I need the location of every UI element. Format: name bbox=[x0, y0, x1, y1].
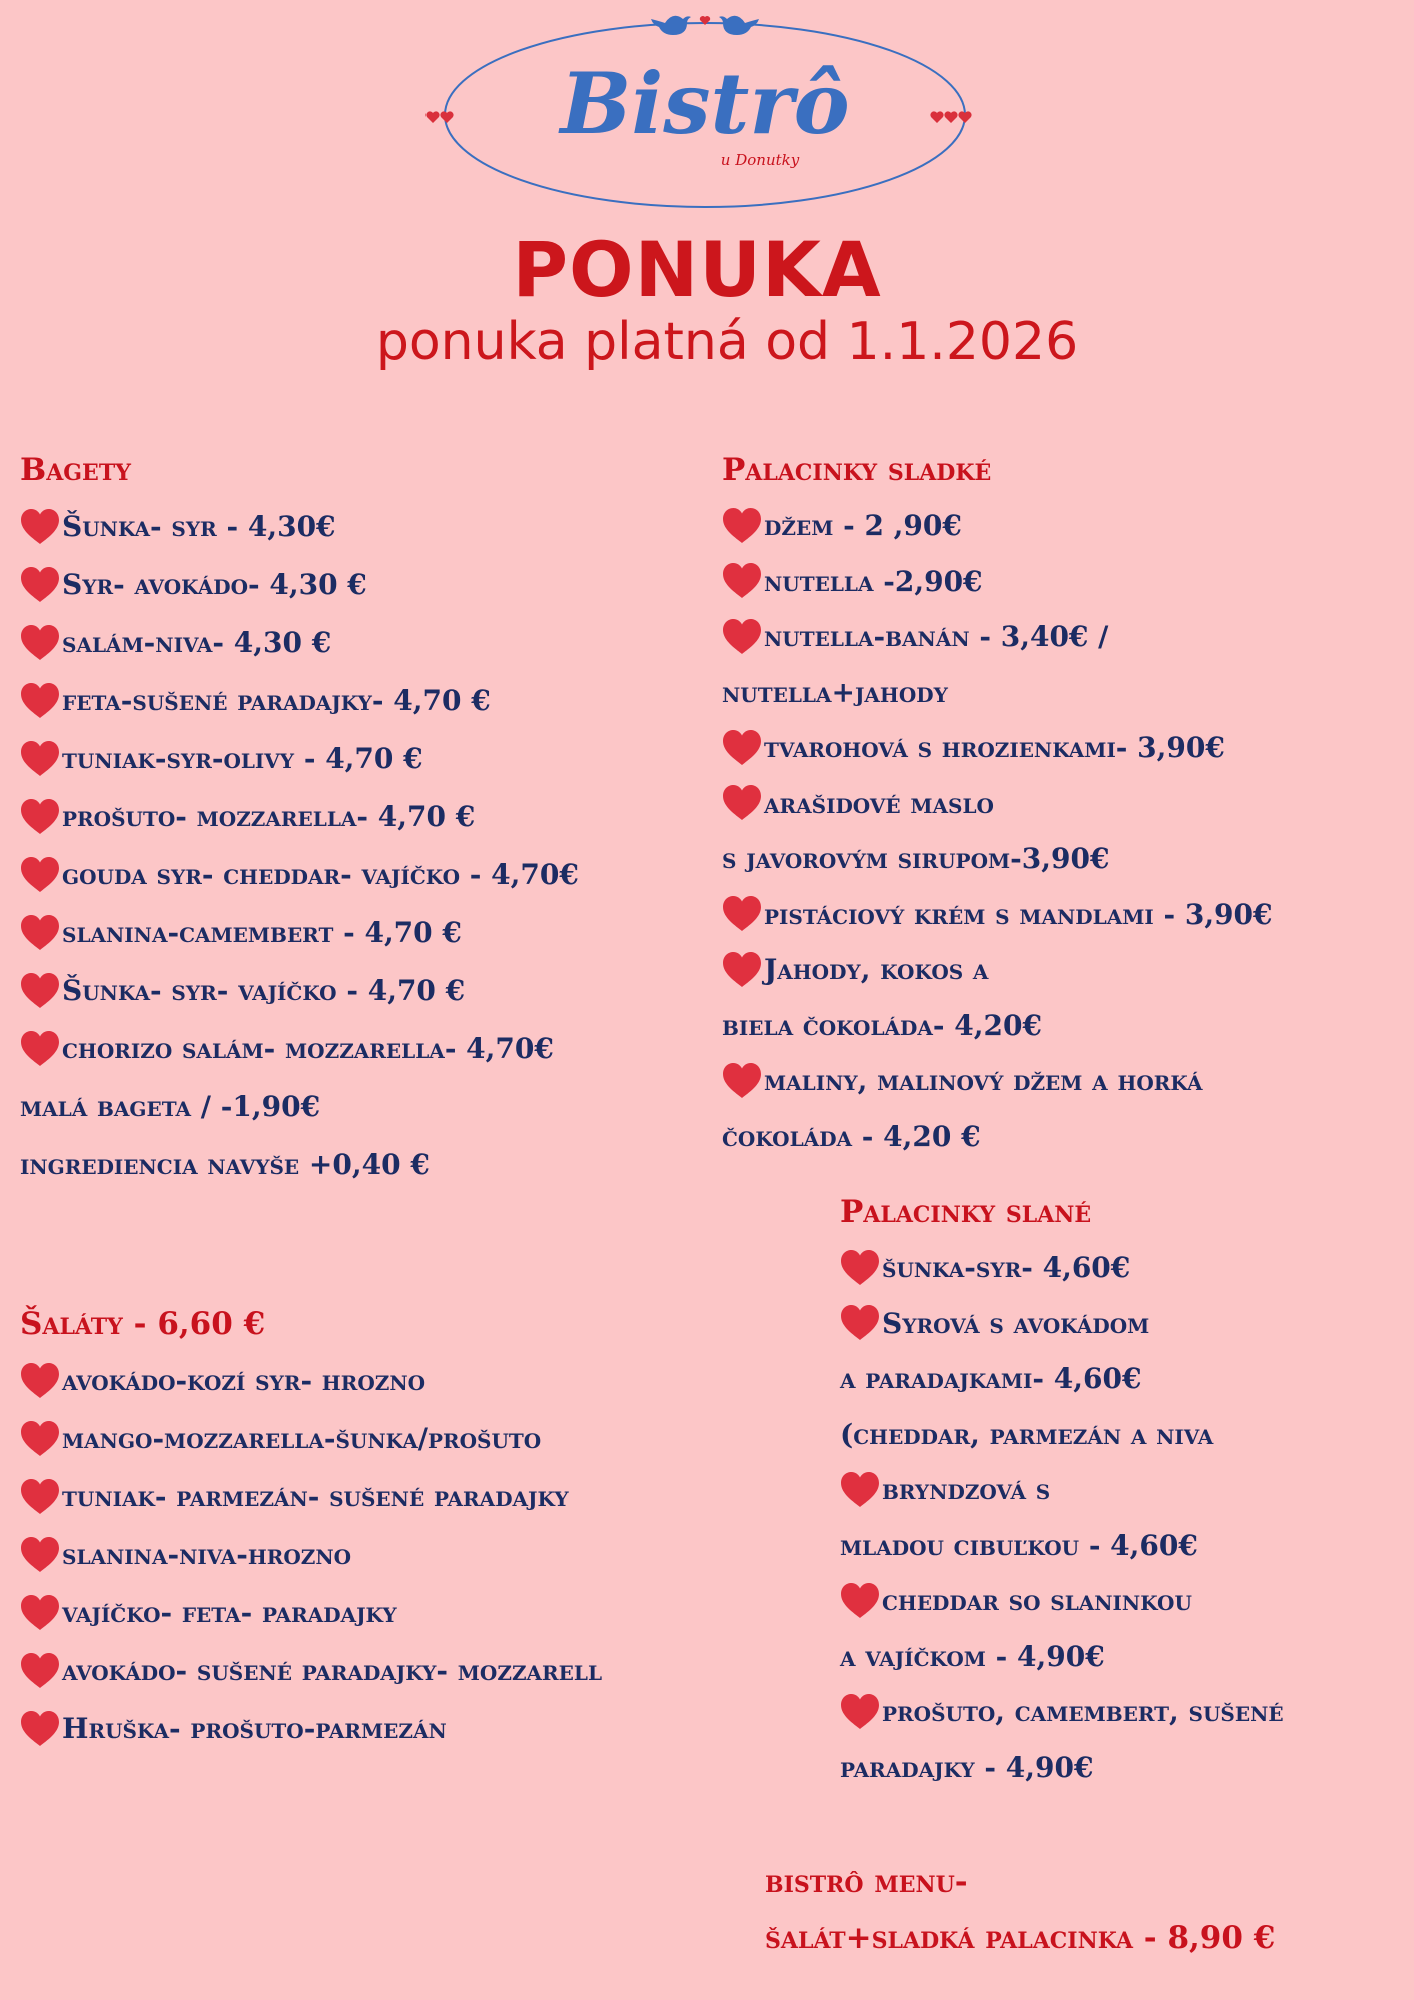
heart-icon bbox=[722, 952, 762, 988]
heart-icon bbox=[20, 509, 60, 545]
menu-item bbox=[20, 1020, 579, 1078]
menu-item-text: slanina-camembert - 4,70 € bbox=[62, 916, 462, 949]
heart-icon bbox=[722, 619, 762, 655]
menu-list bbox=[840, 1240, 1284, 1795]
menu-item bbox=[722, 942, 1273, 998]
menu-item-text: paradajky - 4,90€ bbox=[840, 1750, 1094, 1784]
section-title: Palacinky sladké bbox=[722, 452, 992, 488]
heart-icon bbox=[20, 683, 60, 719]
menu-item bbox=[840, 1407, 1284, 1463]
menu-item-text: pistáciový krém s mandlami - 3,90€ bbox=[764, 897, 1273, 931]
logo-subtext: u Donutky bbox=[720, 151, 800, 169]
section-bagety bbox=[20, 442, 579, 1194]
bistro-menu-line2: šalát+sladká palacinka - 8,90 € bbox=[765, 1920, 1276, 1956]
menu-item bbox=[840, 1629, 1284, 1685]
menu-list bbox=[20, 498, 579, 1194]
menu-item bbox=[722, 776, 1273, 832]
heart-icon bbox=[20, 1479, 60, 1515]
menu-item-text: arašidové maslo bbox=[764, 786, 994, 820]
menu-item-text: Syr- avokádo- 4,30 € bbox=[62, 568, 367, 601]
heart-icon bbox=[722, 508, 762, 544]
heart-icon bbox=[20, 1537, 60, 1573]
menu-item bbox=[840, 1351, 1284, 1407]
menu-item bbox=[722, 609, 1273, 665]
menu-item-text: tuniak- parmezán- sušené paradajky bbox=[62, 1480, 569, 1513]
menu-item-text: bryndzová s bbox=[882, 1473, 1051, 1506]
menu-item bbox=[840, 1240, 1284, 1296]
menu-item bbox=[20, 788, 579, 846]
menu-item bbox=[20, 730, 579, 788]
menu-item bbox=[722, 554, 1273, 610]
menu-item-text: prošuto, camembert, sušené bbox=[882, 1695, 1284, 1728]
section-salaty bbox=[20, 1296, 602, 1758]
heart-icon bbox=[20, 625, 60, 661]
heart-icon bbox=[722, 730, 762, 766]
heart-icon bbox=[20, 567, 60, 603]
menu-item bbox=[20, 1352, 602, 1410]
menu-item bbox=[840, 1296, 1284, 1352]
menu-item bbox=[20, 1700, 602, 1758]
menu-item bbox=[20, 556, 579, 614]
menu-item bbox=[722, 1053, 1273, 1109]
menu-item bbox=[840, 1518, 1284, 1574]
menu-item bbox=[20, 1584, 602, 1642]
menu-item-text: šunka-syr- 4,60€ bbox=[882, 1251, 1131, 1284]
heart-icon bbox=[722, 563, 762, 599]
section-palacinky-slane bbox=[840, 1184, 1284, 1795]
menu-item-text: avokádo- sušené paradajky- mozzarell bbox=[62, 1654, 603, 1687]
menu-item-text: gouda syr- cheddar- vajíčko - 4,70€ bbox=[62, 858, 579, 891]
menu-item-text: nutella-banán - 3,40€ / bbox=[764, 620, 1109, 653]
heart-icon bbox=[722, 1063, 762, 1099]
heart-icon bbox=[840, 1250, 880, 1286]
menu-item-text: maliny, malinový džem a horká bbox=[764, 1064, 1203, 1097]
menu-item-text: nutella -2,90€ bbox=[764, 564, 983, 598]
menu-list bbox=[20, 1352, 602, 1758]
menu-item bbox=[20, 1078, 579, 1136]
heart-icon bbox=[20, 1653, 60, 1689]
menu-item-text: chorizo salám- mozzarella- 4,70€ bbox=[62, 1032, 554, 1065]
menu-item-text: Hruška- prošuto-parmezán bbox=[62, 1712, 447, 1745]
menu-item bbox=[840, 1684, 1284, 1740]
birds-icon bbox=[651, 16, 759, 35]
heart-icon bbox=[20, 1363, 60, 1399]
menu-item-text: Šunka- syr- vajíčko - 4,70 € bbox=[62, 974, 466, 1007]
menu-item-text: s javorovým sirupom-3,90€ bbox=[722, 842, 1110, 875]
menu-item-text: a vajíčkom - 4,90€ bbox=[840, 1639, 1105, 1673]
heart-icon bbox=[840, 1583, 880, 1619]
heart-icon bbox=[20, 799, 60, 835]
menu-item bbox=[722, 498, 1273, 554]
menu-item-text: feta-sušené paradajky- 4,70 € bbox=[62, 684, 491, 717]
menu-item bbox=[20, 962, 579, 1020]
menu-item bbox=[722, 1109, 1273, 1165]
menu-item bbox=[840, 1573, 1284, 1629]
section-title: Bagety bbox=[20, 452, 131, 488]
menu-item-text: prošuto- mozzarella- 4,70 € bbox=[62, 800, 476, 833]
menu-item bbox=[722, 887, 1273, 943]
menu-item-text: Jahody, kokos a bbox=[764, 953, 989, 986]
menu-item bbox=[20, 1642, 602, 1700]
heart-icon bbox=[840, 1305, 880, 1341]
menu-item bbox=[840, 1462, 1284, 1518]
menu-item-text: tuniak-syr-olivy - 4,70 € bbox=[62, 742, 423, 775]
menu-item-text: Šunka- syr - 4,30€ bbox=[62, 510, 336, 543]
heart-icon bbox=[20, 915, 60, 951]
menu-item-text: mladou cibuľkou - 4,60€ bbox=[840, 1528, 1198, 1562]
heart-icon bbox=[722, 896, 762, 932]
menu-item-text: a paradajkami- 4,60€ bbox=[840, 1362, 1142, 1395]
menu-item-text: biela čokoláda- 4,20€ bbox=[722, 1008, 1042, 1042]
menu-item bbox=[20, 672, 579, 730]
heart-icon bbox=[20, 1031, 60, 1067]
menu-list bbox=[722, 498, 1273, 1164]
heart-icon bbox=[20, 741, 60, 777]
menu-item-text: nutella+jahody bbox=[722, 675, 948, 709]
logo-text: Bistrô bbox=[560, 54, 850, 153]
heart-icon bbox=[20, 857, 60, 893]
menu-item bbox=[722, 720, 1273, 776]
heart-icon bbox=[20, 1595, 60, 1631]
menu-item-text: Syrová s avokádom bbox=[882, 1306, 1150, 1340]
menu-item-text: ingrediencia navyše +0,40 € bbox=[20, 1148, 430, 1181]
menu-item bbox=[20, 1468, 602, 1526]
menu-item bbox=[840, 1740, 1284, 1796]
menu-item bbox=[20, 904, 579, 962]
menu-item bbox=[20, 1136, 579, 1194]
menu-item bbox=[20, 1410, 602, 1468]
menu-item-text: vajíčko- feta- paradajky bbox=[62, 1596, 397, 1629]
menu-item-text: džem - 2 ,90€ bbox=[764, 509, 962, 542]
menu-item bbox=[722, 831, 1273, 887]
bistro-menu-line1: bistrô menu- bbox=[765, 1864, 968, 1900]
menu-item-text: malá bageta / -1,90€ bbox=[20, 1090, 321, 1123]
menu-item bbox=[20, 1526, 602, 1584]
menu-item-text: mango-mozzarella-šunka/prošuto bbox=[62, 1422, 542, 1455]
menu-item bbox=[20, 498, 579, 556]
heart-icon bbox=[840, 1472, 880, 1508]
heart-icon bbox=[20, 1421, 60, 1457]
menu-item bbox=[20, 614, 579, 672]
section-palacinky-sladke bbox=[722, 442, 1273, 1164]
menu-item-text: (cheddar, parmezán a niva bbox=[840, 1417, 1214, 1451]
heart-icon bbox=[840, 1694, 880, 1730]
menu-item-text: čokoláda - 4,20 € bbox=[722, 1119, 981, 1153]
menu-item-text: avokádo-kozí syr- hrozno bbox=[62, 1364, 426, 1397]
menu-item-text: salám-niva- 4,30 € bbox=[62, 626, 332, 659]
menu-item-text: cheddar so slaninkou bbox=[882, 1584, 1192, 1617]
page-title: PONUKA bbox=[512, 225, 882, 314]
heart-icon bbox=[722, 785, 762, 821]
menu-item bbox=[20, 846, 579, 904]
bistro-logo bbox=[425, 5, 985, 210]
menu-item-text: tvarohová s hrozienkami- 3,90€ bbox=[764, 731, 1225, 764]
section-title: Palacinky slané bbox=[840, 1194, 1092, 1230]
menu-item-text: slanina-niva-hrozno bbox=[62, 1538, 352, 1571]
menu-item bbox=[722, 665, 1273, 721]
page-subtitle: ponuka platná od 1.1.2026 bbox=[375, 312, 1079, 372]
menu-item bbox=[722, 998, 1273, 1054]
heart-icon bbox=[20, 1711, 60, 1747]
heart-icon bbox=[20, 973, 60, 1009]
section-title: Šaláty - 6,60 € bbox=[20, 1306, 266, 1342]
section-bistro-menu bbox=[765, 1854, 1275, 1966]
